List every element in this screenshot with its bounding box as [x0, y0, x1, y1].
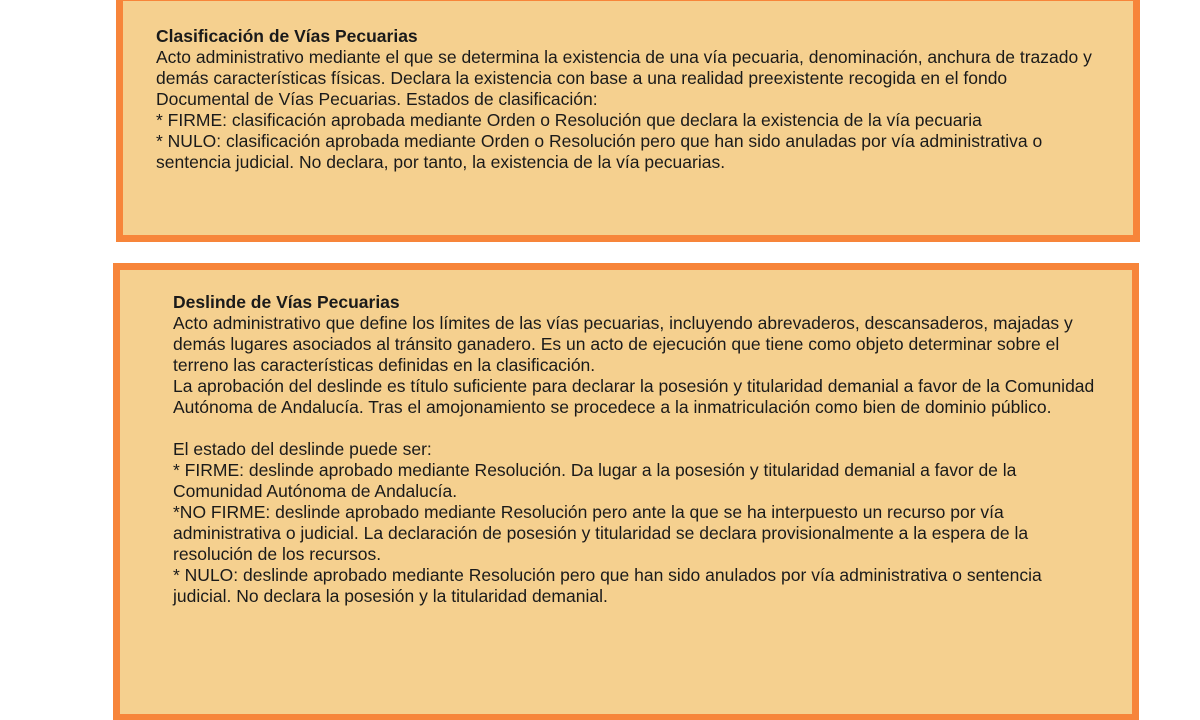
clasificacion-firme: * FIRME: clasificación aprobada mediante Orden o Resolución que declara la existencia de la vía pecuaria — [156, 110, 982, 130]
clasificacion-box — [116, 0, 1140, 242]
deslinde-box — [113, 263, 1139, 720]
deslinde-aprobacion: La aprobación del deslinde es título suficiente para declarar la posesión y titularidad demanial a favor de la Comunidad Autónoma de Andalucía. Tras el amojonamiento se procedece a la inmatriculación como bien de dominio público. — [173, 376, 1095, 417]
deslinde-no-firme: *NO FIRME: deslinde aprobado mediante Resolución pero ante la que se ha interpuesto un recurso por vía administrativa o judicial. La declaración de posesión y titularidad se declara provisionalmente a la espera de la resolución de los recursos. — [173, 502, 1029, 564]
clasificacion-nulo: * NULO: clasificación aprobada mediante Orden o Resolución pero que han sido anuladas por vía administrativa o sentencia judicial. No declara, por tanto, la existencia de la vía pecuarias. — [156, 131, 1043, 172]
deslinde-title: Deslinde de Vías Pecuarias — [173, 292, 400, 312]
deslinde-nulo: * NULO: deslinde aprobado mediante Resolución pero que han sido anulados por vía administrativa o sentencia judicial. No declara la posesión y la titularidad demanial. — [173, 565, 1042, 606]
deslinde-firme: * FIRME: deslinde aprobado mediante Resolución. Da lugar a la posesión y titularidad demanial a favor de la Comunidad Autónoma de Andalucía. — [173, 460, 1017, 501]
clasificacion-title: Clasificación de Vías Pecuarias — [156, 26, 418, 46]
paragraph-spacer — [173, 418, 1102, 439]
clasificacion-intro: Acto administrativo mediante el que se determina la existencia de una vía pecuaria, denominación, anchura de trazado y demás características físicas. Declara la existencia con base a una realidad preexistente recogida en el fondo Documental de Vías Pecuarias. Estados de clasificación: — [156, 47, 1092, 109]
deslinde-intro: Acto administrativo que define los límites de las vías pecuarias, incluyendo abrevaderos, descansaderos, majadas y demás lugares asociados al tránsito ganadero. Es un acto de ejecución que tiene como objeto determinar sobre el terreno las características definidas en la clasificación. — [173, 313, 1073, 375]
deslinde-estado-intro: El estado del deslinde puede ser: — [173, 439, 432, 459]
